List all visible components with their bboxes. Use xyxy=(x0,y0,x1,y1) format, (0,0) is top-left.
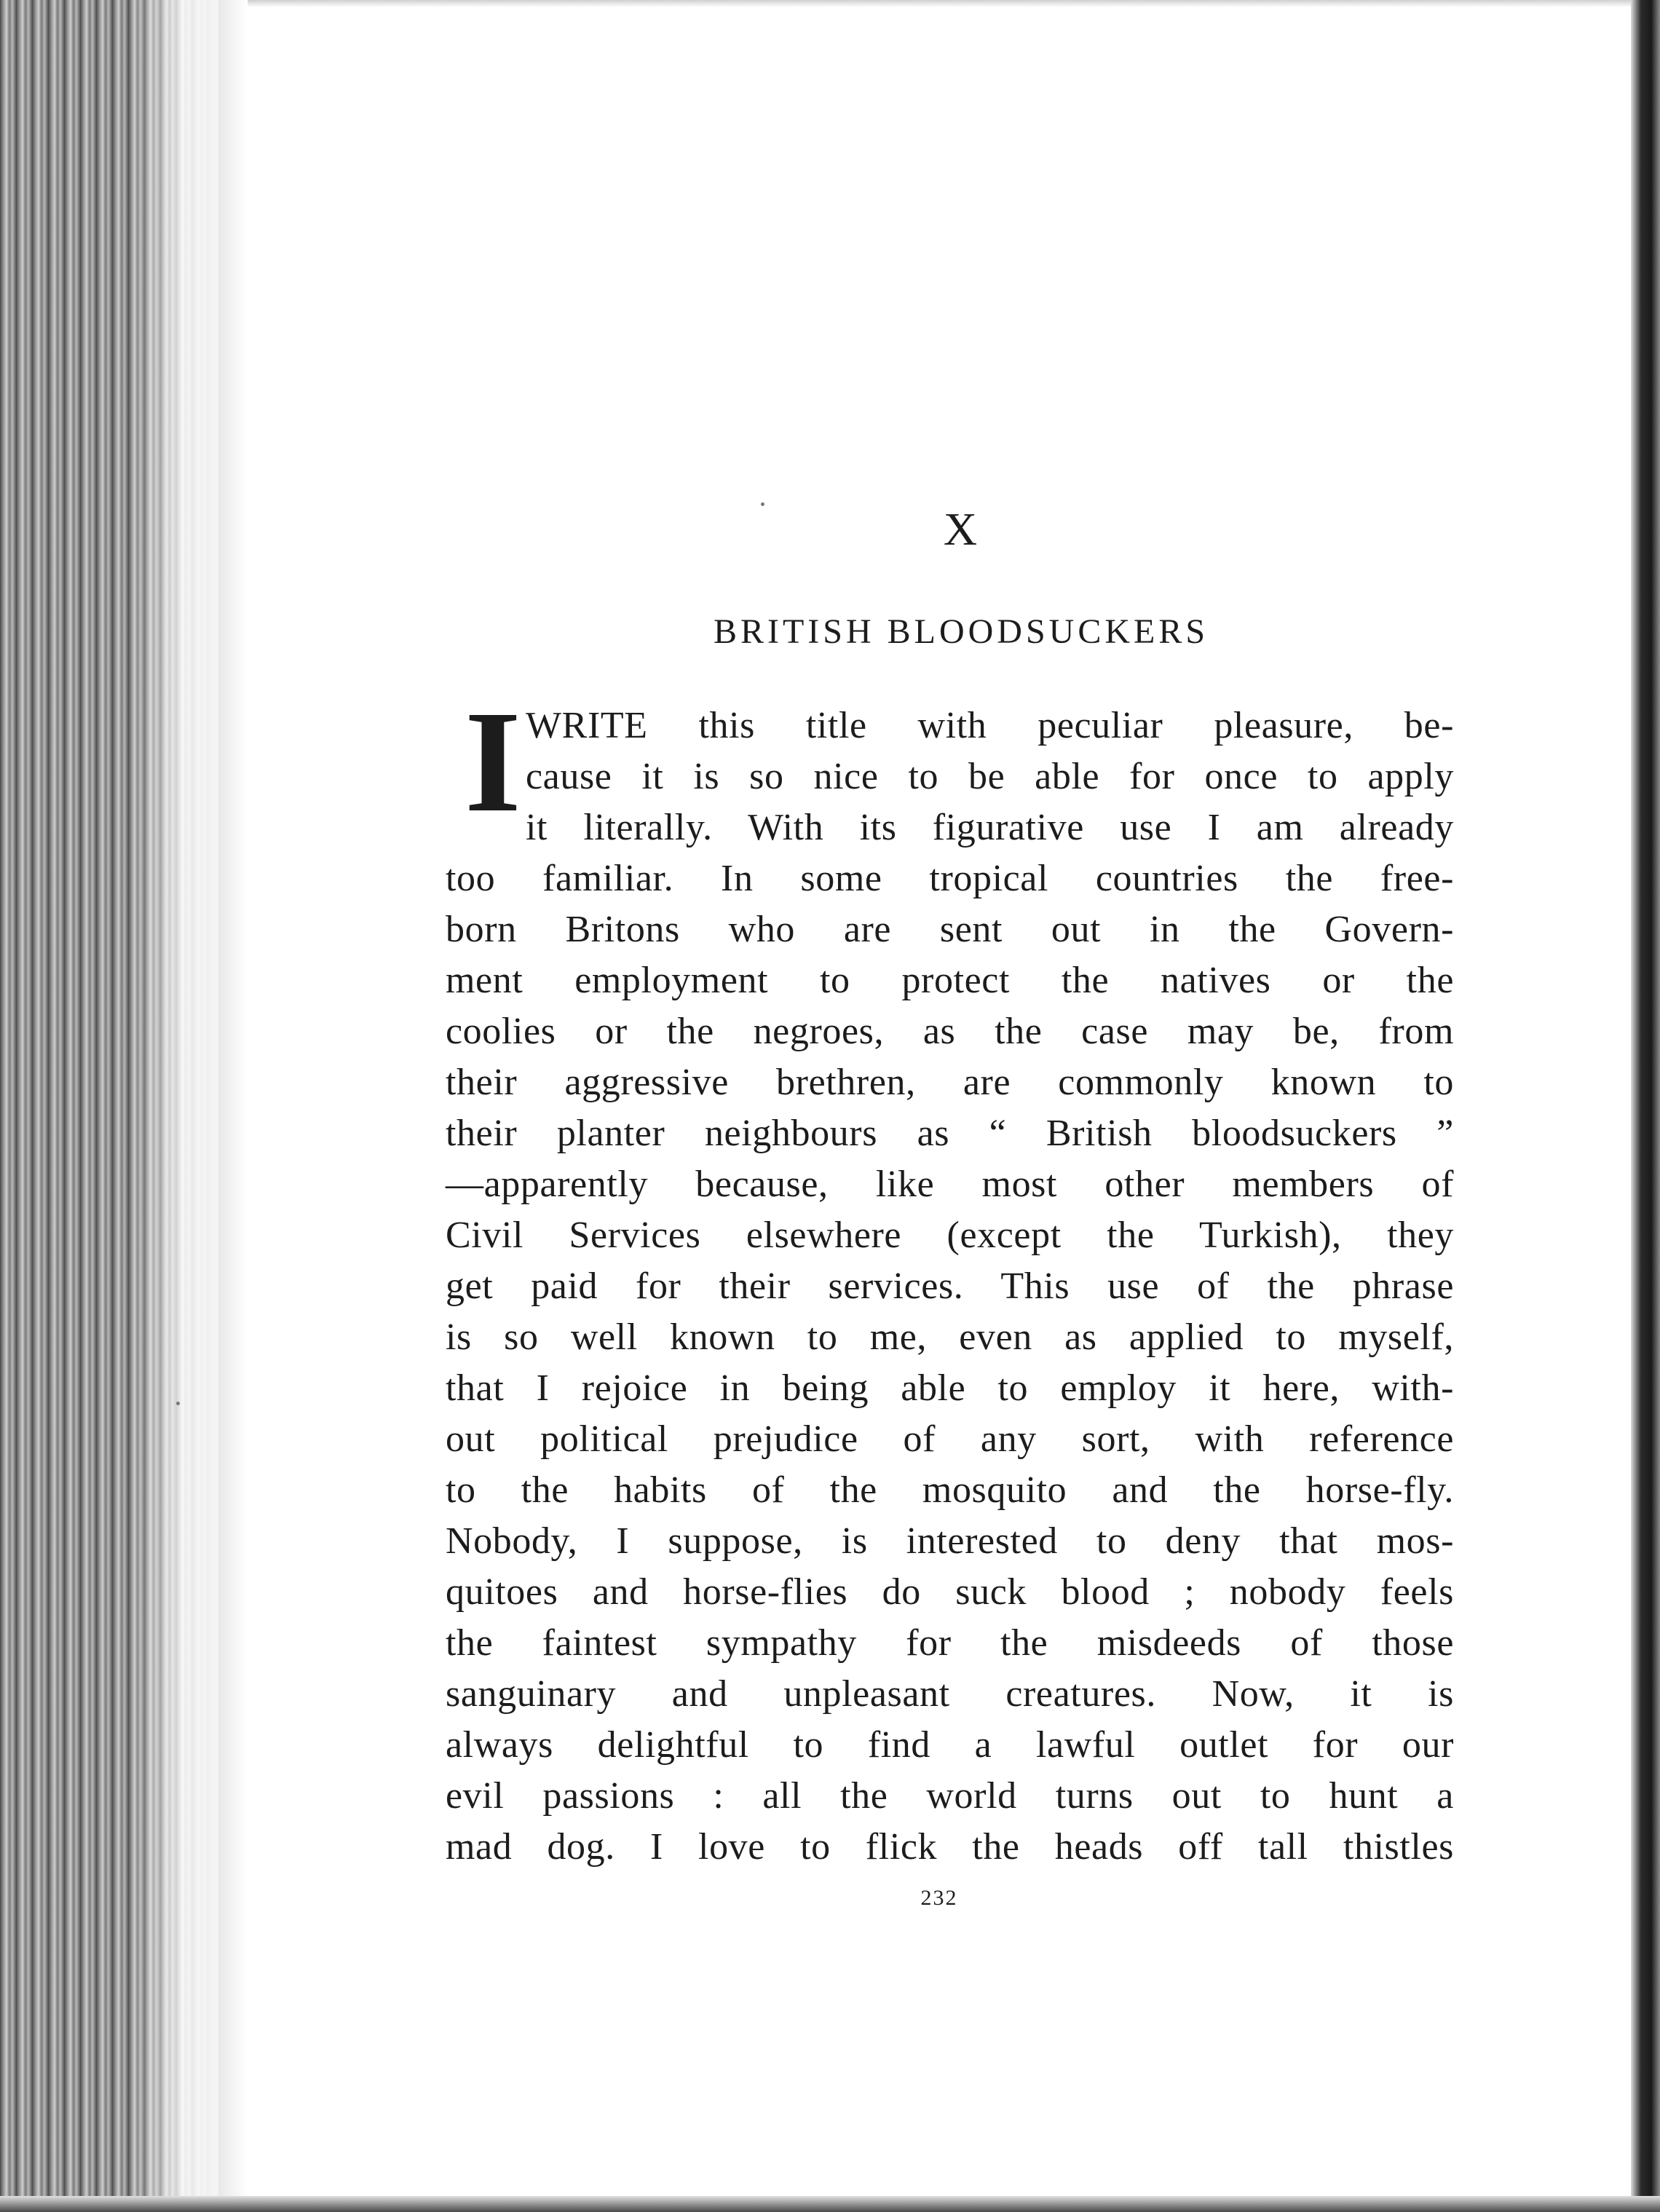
gutter-shadow xyxy=(218,0,248,2212)
text-line: it literally. With its figurative use I am already xyxy=(526,807,1454,848)
text-line: too familiar. In some tropical countries the free- xyxy=(446,858,1454,899)
text-line: mad dog. I love to flick the heads off tall thistles xyxy=(446,1826,1454,1868)
chapter-number: X xyxy=(943,503,979,555)
text-line: WRITE this title with peculiar pleasure, be- xyxy=(526,705,1454,746)
text-line: sanguinary and unpleasant creatures. Now, it is xyxy=(446,1673,1454,1715)
text-line: the faintest sympathy for the misdeeds of those xyxy=(446,1622,1454,1664)
text-line: —apparently because, like most other members of xyxy=(446,1164,1454,1205)
chapter-title: BRITISH BLOODSUCKERS xyxy=(713,612,1209,651)
text-line: their aggressive brethren, are commonly known to xyxy=(446,1062,1454,1103)
text-line: is so well known to me, even as applied to myself, xyxy=(446,1316,1454,1358)
page-number: 232 xyxy=(920,1886,958,1910)
body-text xyxy=(446,682,1454,1873)
text-line: to the habits of the mosquito and the horse-fly. xyxy=(446,1469,1454,1511)
text-line: coolies or the negroes, as the case may be, from xyxy=(446,1011,1454,1052)
text-line: that I rejoice in being able to employ it here, with- xyxy=(446,1367,1454,1409)
text-line: out political prejudice of any sort, with reference xyxy=(446,1418,1454,1460)
page-edge-top xyxy=(0,0,1660,7)
text-line: get paid for their services. This use of the phrase xyxy=(446,1265,1454,1307)
text-line: evil passions : all the world turns out to hunt a xyxy=(446,1775,1454,1817)
page-edge-bottom xyxy=(0,2196,1660,2212)
scan-speck xyxy=(761,502,764,506)
text-line: cause it is so nice to be able for once to apply xyxy=(526,756,1454,797)
book-cover-edge-right xyxy=(1631,0,1660,2212)
text-line: quitoes and horse-flies do suck blood ; nobody feels xyxy=(446,1571,1454,1613)
book-page-stack-left xyxy=(0,0,218,2212)
text-line: Nobody, I suppose, is interested to deny that mos- xyxy=(446,1520,1454,1562)
text-line: born Britons who are sent out in the Govern- xyxy=(446,909,1454,950)
text-line: always delightful to find a lawful outlet for our xyxy=(446,1724,1454,1766)
text-line: their planter neighbours as “ British bloodsuckers ” xyxy=(446,1113,1454,1154)
text-line: ment employment to protect the natives or the xyxy=(446,960,1454,1001)
scan-speck xyxy=(176,1402,180,1405)
text-line: Civil Services elsewhere (except the Turkish), they xyxy=(446,1214,1454,1256)
drop-cap: I xyxy=(465,682,521,842)
